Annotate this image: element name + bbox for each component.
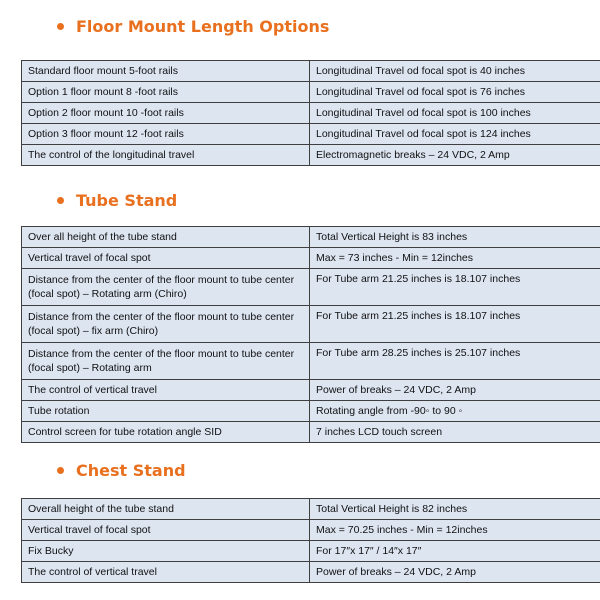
table-row — [22, 248, 600, 269]
section-heading-chest-stand — [76, 461, 186, 481]
spec-name: Option 1 floor mount 8 -foot rails — [22, 82, 310, 103]
spec-value: For 17″x 17″ / 14″x 17″ — [310, 541, 600, 562]
spec-value: Total Vertical Height is 82 inches — [310, 499, 600, 520]
section-heading-tube-stand — [76, 191, 177, 211]
table-row — [22, 343, 600, 380]
spec-name: Vertical travel of focal spot — [22, 248, 310, 269]
spec-name: The control of the longitudinal travel — [22, 145, 310, 166]
table-row — [22, 520, 600, 541]
table-row — [22, 61, 600, 82]
spec-value: Power of breaks – 24 VDC, 2 Amp — [310, 562, 600, 583]
table-row — [22, 562, 600, 583]
table-row — [22, 124, 600, 145]
tube-stand-table — [21, 226, 600, 443]
section-title-text: Chest Stand — [76, 461, 186, 480]
spec-value: 7 inches LCD touch screen — [310, 422, 600, 443]
spec-value: Rotating angle from -90◦ to 90 ◦ — [310, 401, 600, 422]
spec-value: Longitudinal Travel od focal spot is 40 inches — [310, 61, 600, 82]
spec-name: The control of vertical travel — [22, 562, 310, 583]
spec-value: For Tube arm 21.25 inches is 18.107 inches — [310, 306, 600, 343]
spec-value: For Tube arm 21.25 inches is 18.107 inches — [310, 269, 600, 306]
spec-name: Option 3 floor mount 12 -foot rails — [22, 124, 310, 145]
spec-name: Distance from the center of the floor mount to tube center (focal spot) – Rotating arm (Chiro) — [22, 269, 310, 306]
table-row — [22, 306, 600, 343]
table-row — [22, 269, 600, 306]
spec-value: Longitudinal Travel od focal spot is 76 inches — [310, 82, 600, 103]
spec-name: Over all height of the tube stand — [22, 227, 310, 248]
spec-value: Power of breaks – 24 VDC, 2 Amp — [310, 380, 600, 401]
floor-mount-table — [21, 60, 600, 166]
table-row — [22, 422, 600, 443]
spec-name: Standard floor mount 5-foot rails — [22, 61, 310, 82]
spec-value: Electromagnetic breaks – 24 VDC, 2 Amp — [310, 145, 600, 166]
table-row — [22, 380, 600, 401]
spec-value: Max = 73 inches - Min = 12inches — [310, 248, 600, 269]
table-row — [22, 82, 600, 103]
spec-value: Longitudinal Travel od focal spot is 100 inches — [310, 103, 600, 124]
bullet-icon — [57, 197, 64, 204]
section-title-text: Floor Mount Length Options — [76, 17, 330, 36]
spec-value: Longitudinal Travel od focal spot is 124 inches — [310, 124, 600, 145]
spec-name: Fix Bucky — [22, 541, 310, 562]
table-row — [22, 541, 600, 562]
section-title-text: Tube Stand — [76, 191, 178, 210]
table-row — [22, 499, 600, 520]
spec-name: Vertical travel of focal spot — [22, 520, 310, 541]
table-row — [22, 227, 600, 248]
section-heading-floor-mount — [76, 17, 329, 37]
table-row — [22, 401, 600, 422]
spec-name: Option 2 floor mount 10 -foot rails — [22, 103, 310, 124]
bullet-icon — [57, 23, 64, 30]
table-row — [22, 103, 600, 124]
spec-value: For Tube arm 28.25 inches is 25.107 inches — [310, 343, 600, 380]
spec-value: Max = 70.25 inches - Min = 12inches — [310, 520, 600, 541]
spec-name: The control of vertical travel — [22, 380, 310, 401]
table-row — [22, 145, 600, 166]
spec-name: Distance from the center of the floor mount to tube center (focal spot) – fix arm (Chiro) — [22, 306, 310, 343]
spec-name: Control screen for tube rotation angle SID — [22, 422, 310, 443]
spec-name: Tube rotation — [22, 401, 310, 422]
spec-name: Distance from the center of the floor mount to tube center (focal spot) – Rotating arm — [22, 343, 310, 380]
spec-name: Overall height of the tube stand — [22, 499, 310, 520]
bullet-icon — [57, 467, 64, 474]
spec-value: Total Vertical Height is 83 inches — [310, 227, 600, 248]
chest-stand-table — [21, 498, 600, 583]
